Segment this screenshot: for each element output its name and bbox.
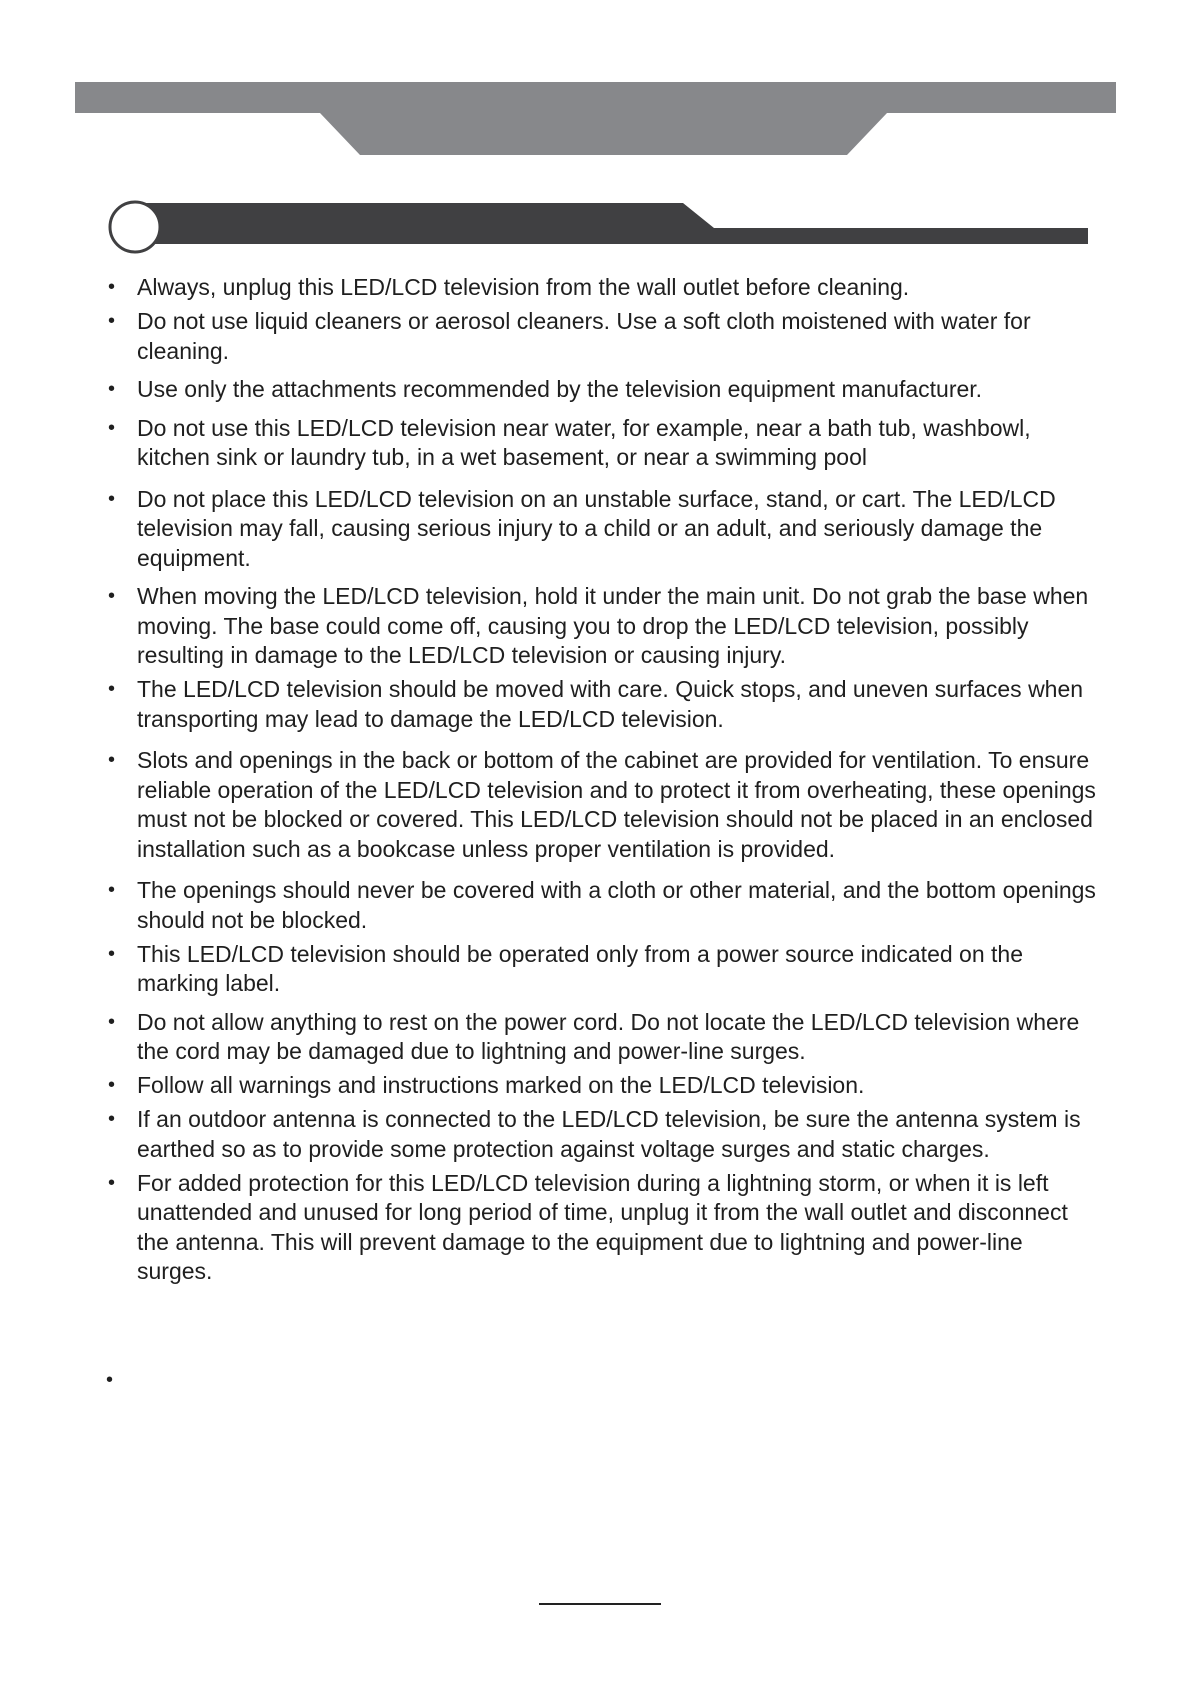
bullet-dot: •	[108, 879, 116, 901]
list-item-text: Do not allow anything to rest on the power cord. Do not locate the LED/LCD television where the cord may be damaged due to lightning and power-line surges.	[137, 1008, 1080, 1064]
list-item	[100, 876, 1100, 935]
list-item-text: Always, unplug this LED/LCD television from the wall outlet before cleaning.	[137, 274, 910, 300]
list-item	[100, 746, 1100, 864]
list-item-text: This LED/LCD television should be operated only from a power source indicated on the marking label.	[137, 940, 1023, 996]
list-item	[100, 1008, 1100, 1067]
bullet-dot: •	[108, 1074, 116, 1096]
header-banner	[75, 82, 1116, 155]
bullet-dot: •	[108, 276, 116, 298]
list-item	[100, 582, 1100, 671]
list-item-text: The LED/LCD television should be moved with care. Quick stops, and uneven surfaces when transporting may lead to damage the LED/LCD television.	[137, 676, 1084, 732]
bullet-dot: •	[108, 378, 116, 400]
list-item-text: For added protection for this LED/LCD television during a lightning storm, or when it is left unattended and unused for long period of time, unplug it from the wall outlet and disconnect the antenna. This will prevent damage to the equipment due to lightning and power-line surges.	[137, 1169, 1068, 1284]
section-header-bar	[108, 200, 1088, 255]
list-item-text: Do not use this LED/LCD television near water, for example, near a bath tub, washbowl, kitchen sink or laundry tub, in a wet basement, or near a swimming pool	[137, 414, 1031, 470]
list-item	[100, 375, 1100, 405]
page-number-underline	[539, 1603, 661, 1605]
list-item-text: Slots and openings in the back or bottom of the cabinet are provided for ventilation. To ensure reliable operation of the LED/LCD television and to protect it from overheating, these openings must not be blocked or covered. This LED/LCD television should not be placed in an enclosed installation such as a bookcase unless proper ventilation is provided.	[137, 747, 1096, 862]
bullet-dot: •	[108, 1010, 116, 1033]
bullet-dot: •	[108, 942, 116, 965]
bullet-dot: •	[108, 310, 116, 332]
list-item	[100, 1071, 1100, 1101]
list-item	[100, 485, 1100, 574]
header-banner-shape	[75, 82, 1116, 155]
section-header-tab	[130, 203, 1088, 244]
safety-instructions-list	[100, 273, 1100, 1291]
bullet-dot: •	[108, 678, 116, 700]
list-item	[100, 675, 1100, 734]
list-item-text: Use only the attachments recommended by the television equipment manufacturer.	[137, 376, 983, 402]
bullet-dot: •	[108, 1171, 116, 1194]
empty-bullet: •	[106, 1369, 114, 1391]
list-item-text: If an outdoor antenna is connected to the LED/LCD television, be sure the antenna system is earthed so as to provide some protection against voltage surges and static charges.	[137, 1106, 1081, 1162]
list-item-text: Do not place this LED/LCD television on an unstable surface, stand, or cart. The LED/LCD television may fall, causing serious injury to a child or an adult, and seriously damage the equipment.	[137, 485, 1056, 571]
bullet-dot: •	[108, 1108, 116, 1130]
list-item-text: Do not use liquid cleaners or aerosol cleaners. Use a soft cloth moistened with water for cleaning.	[137, 308, 1031, 364]
bullet-dot: •	[108, 585, 116, 607]
bullet-dot: •	[108, 487, 116, 510]
list-item	[100, 940, 1100, 999]
list-item	[100, 1169, 1100, 1287]
list-item-text: Follow all warnings and instructions marked on the LED/LCD television.	[137, 1072, 865, 1098]
list-item	[100, 273, 1100, 303]
list-item-text: When moving the LED/LCD television, hold it under the main unit. Do not grab the base when moving. The base could come off, causing you to drop the LED/LCD television, possibly resulting in damage to the LED/LCD television or causing injury.	[137, 583, 1089, 668]
bullet-dot: •	[108, 749, 116, 771]
list-item-text: The openings should never be covered with a cloth or other material, and the bottom openings should not be blocked.	[137, 877, 1096, 933]
section-number-circle	[110, 202, 160, 252]
list-item	[100, 414, 1100, 473]
list-item	[100, 307, 1100, 366]
list-item	[100, 1105, 1100, 1164]
bullet-dot: •	[108, 416, 116, 439]
